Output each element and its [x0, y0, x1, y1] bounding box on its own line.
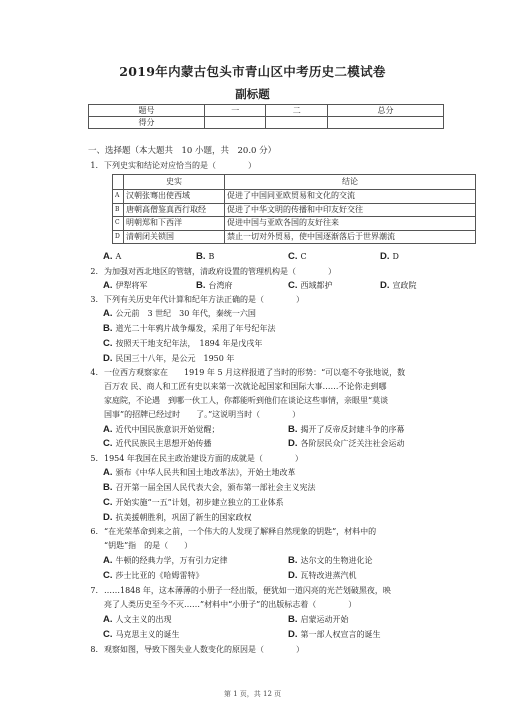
- question-number: 4.: [90, 368, 98, 377]
- option-letter: B.: [288, 555, 298, 566]
- score-table-header-row: [89, 105, 444, 117]
- option-letter: A.: [103, 308, 113, 319]
- option-text: 近代中国民族意识开始觉醒；: [115, 425, 220, 434]
- q7-option-c: [103, 629, 180, 640]
- option-letter: A.: [103, 555, 113, 566]
- option-letter: D.: [288, 629, 298, 640]
- question-line: 百万农 民、商人和工匠有史以来第一次就论起国家和国际大事……不论你走到哪: [104, 382, 387, 391]
- option-text: 人文主义的出现: [115, 615, 172, 624]
- q4-option-a: [103, 424, 220, 435]
- option-text: 瓦特改进蒸汽机: [300, 571, 357, 580]
- option-letter: D.: [103, 512, 113, 523]
- row-fact: 明朝郑和下西洋: [124, 217, 225, 231]
- option-text: 西域都护: [300, 281, 333, 290]
- option-text: 召开第一届全国人民代表大会，颁布第一部社会主义宪法: [115, 483, 316, 492]
- option-letter: C.: [103, 570, 113, 581]
- option-letter: B.: [288, 614, 298, 625]
- q1-table: [112, 174, 476, 244]
- question-line: 家庭院，不论遇 到哪一伙工人，你都能听到他们在谈论这些事情，亲眼里“莫谈: [104, 396, 389, 405]
- option-text: 宣政院: [392, 281, 417, 290]
- question-line: 一位西方观察家在 1919 年 5 月这样报道了当时的形势：“可以毫不夸张地说，数: [104, 368, 406, 377]
- option-letter: B.: [103, 323, 113, 334]
- question-1: [84, 160, 256, 171]
- option-letter: D.: [103, 353, 113, 364]
- option-letter: D.: [380, 251, 390, 262]
- paper-title: 2019年内蒙古包头市青山区中考历史二模试卷: [119, 64, 386, 79]
- option-text: B: [208, 252, 215, 261]
- question-stem: 1954 年我国在民主政治建设方面的成就是（ ）: [104, 454, 303, 463]
- question-7: [84, 585, 391, 596]
- score-cell: [327, 117, 443, 129]
- score-cell: 题号: [89, 105, 205, 117]
- row-fact: 汉朝张骞出使西域: [124, 190, 225, 204]
- option-letter: D.: [288, 570, 298, 581]
- page-footer: 第 1 页，共 12 页: [223, 690, 282, 698]
- option-letter: A.: [103, 424, 113, 435]
- row-letter: D: [113, 230, 124, 244]
- question-stem: 为加强对西北地区的管辖，清政府设置的管理机构是（ ）: [104, 267, 336, 276]
- question-8: [84, 644, 304, 655]
- row-letter: A: [113, 190, 124, 204]
- question-stem: 下列有关历史年代计算和纪年方法正确的是（ ）: [104, 295, 304, 304]
- option-letter: C.: [288, 251, 298, 262]
- question-line: “在光荣革命到来之前，一个伟大的人发现了解释自然现象的钥匙”，材料中的: [104, 527, 377, 536]
- option-text: 颁布《中华人民共和国土地改革法》，开始土地改革: [115, 468, 296, 477]
- q7-option-b: [288, 614, 349, 625]
- q4-option-c: [103, 438, 212, 449]
- option-letter: B.: [103, 482, 113, 493]
- q3-option-a: [103, 308, 256, 319]
- option-text: 第一部人权宣言的诞生: [300, 630, 381, 639]
- question-stem: 下列史实和结论对应恰当的是（ ）: [104, 161, 256, 170]
- row-fact: 唐朝高僧鉴真西行取经: [124, 203, 225, 217]
- question-4: [84, 367, 405, 378]
- question-line: ……1848 年，这本薄薄的小册子一经出版，便犹如一道闪亮的光芒划破黑夜，映: [104, 586, 391, 595]
- option-letter: A.: [103, 467, 113, 478]
- row-conclusion: 禁止一切对外贸易，使中国逐渐落后于世界潮流: [225, 230, 476, 244]
- option-text: 揭开了反帝反封建斗争的序幕: [300, 425, 405, 434]
- option-letter: D.: [288, 438, 298, 449]
- q6-option-b: [288, 555, 373, 566]
- q1-header-fact: 史实: [124, 175, 225, 190]
- q1-table-header: [113, 175, 476, 190]
- question-number: 8.: [90, 645, 98, 654]
- q1-option-d: [380, 251, 399, 262]
- question-line: 国事”的招牌已经过时 了。”这说明当时（ ）: [104, 410, 301, 419]
- question-6: [84, 526, 376, 537]
- option-text: 台湾府: [208, 281, 233, 290]
- row-conclusion: 促进了中国同亚欧贸易和文化的交流: [225, 190, 476, 204]
- question-number: 1.: [90, 161, 98, 170]
- q1-header-blank: [113, 175, 124, 190]
- question-line: 亮了人类历史至今不灭……”材料中“小册子”的出版标志着（ ）: [104, 600, 357, 609]
- score-table: [88, 104, 444, 129]
- q6-option-d: [288, 570, 357, 581]
- option-letter: A.: [103, 614, 113, 625]
- option-text: D: [392, 252, 399, 261]
- q2-option-a: [103, 280, 148, 291]
- option-text: 牛顿的经典力学，万有引力定律: [115, 556, 228, 565]
- paper-subtitle: 副标题: [235, 87, 270, 101]
- question-line: “钥匙”指 的是（ ）: [104, 541, 193, 550]
- q6-option-a: [103, 555, 228, 566]
- option-letter: C.: [103, 629, 113, 640]
- q2-option-d: [380, 280, 417, 291]
- question-number: 3.: [90, 295, 98, 304]
- q3-option-d: [103, 353, 234, 364]
- q1-option-b: [196, 251, 214, 262]
- option-text: 道光二十年鸦片战争爆发，采用了年号纪年法: [115, 324, 276, 333]
- option-text: 莎士比亚的《哈姆雷特》: [115, 571, 204, 580]
- q2-option-c: [288, 280, 333, 291]
- row-fact: 清朝闭关锁国: [124, 230, 225, 244]
- option-text: 达尔文的生物进化论: [300, 556, 373, 565]
- option-text: 抗美援朝胜利，巩固了新生的国家政权: [115, 513, 252, 522]
- score-cell: 二: [266, 105, 327, 117]
- q3-option-b: [103, 323, 276, 334]
- score-table-score-row: [89, 117, 444, 129]
- option-text: 民国三十八年，是公元 1950 年: [115, 354, 235, 363]
- row-conclusion: 促进中国与亚欧各国的友好往来: [225, 217, 476, 231]
- option-text: 近代民族民主思想开始传播: [115, 439, 212, 448]
- question-number: 7.: [90, 586, 98, 595]
- question-number: 2.: [90, 267, 98, 276]
- section-heading: 一、选择题（本大题共 10 小题，共 20.0 分）: [88, 146, 277, 156]
- q1-option-c: [288, 251, 307, 262]
- option-text: 马克思主义的诞生: [115, 630, 180, 639]
- question-5: [84, 453, 303, 464]
- q7-option-d: [288, 629, 381, 640]
- score-cell: [205, 117, 266, 129]
- question-3: [84, 294, 304, 305]
- table-row: [113, 217, 476, 231]
- option-letter: B.: [196, 280, 206, 291]
- option-text: C: [300, 252, 307, 261]
- q7-option-a: [103, 614, 172, 625]
- option-text: 伊犁将军: [115, 281, 148, 290]
- q5-option-b: [103, 482, 316, 493]
- option-letter: B.: [196, 251, 206, 262]
- row-conclusion: 促进了中华文明的传播和中印友好交往: [225, 203, 476, 217]
- q5-option-c: [103, 497, 284, 508]
- q5-option-a: [103, 467, 296, 478]
- score-cell: [266, 117, 327, 129]
- question-2: [84, 266, 336, 277]
- option-letter: A.: [103, 280, 113, 291]
- option-letter: B.: [288, 424, 298, 435]
- question-number: 6.: [90, 527, 98, 536]
- option-letter: C.: [103, 497, 113, 508]
- option-text: 按照天干地支纪年法， 1894 年是戊戌年: [115, 339, 263, 348]
- option-text: A: [115, 252, 122, 261]
- table-row: [113, 230, 476, 244]
- score-cell: 得分: [89, 117, 205, 129]
- q4-option-b: [288, 424, 405, 435]
- row-letter: B: [113, 203, 124, 217]
- q1-header-conclusion: 结论: [225, 175, 476, 190]
- option-letter: D.: [380, 280, 390, 291]
- option-text: 启蒙运动开始: [300, 615, 349, 624]
- q4-option-d: [288, 438, 405, 449]
- question-stem: 观察如图，导致下图失业人数变化的原因是（ ）: [104, 645, 304, 654]
- option-text: 公元前 3 世纪 30 年代，秦统一六国: [115, 309, 256, 318]
- option-text: 开始实施“一五”计划，初步建立独立的工业体系: [115, 498, 284, 507]
- score-cell: 总分: [327, 105, 443, 117]
- q5-option-d: [103, 512, 252, 523]
- option-text: 各阶层民众广泛关注社会运动: [300, 439, 405, 448]
- option-letter: C.: [103, 438, 113, 449]
- score-cell: 一: [205, 105, 266, 117]
- q6-option-c: [103, 570, 204, 581]
- q1-option-a: [103, 251, 121, 262]
- option-letter: C.: [103, 338, 113, 349]
- q2-option-b: [196, 280, 233, 291]
- table-row: [113, 190, 476, 204]
- table-row: [113, 203, 476, 217]
- q3-option-c: [103, 338, 262, 349]
- row-letter: C: [113, 217, 124, 231]
- question-number: 5.: [90, 454, 98, 463]
- option-letter: C.: [288, 280, 298, 291]
- option-letter: A.: [103, 251, 113, 262]
